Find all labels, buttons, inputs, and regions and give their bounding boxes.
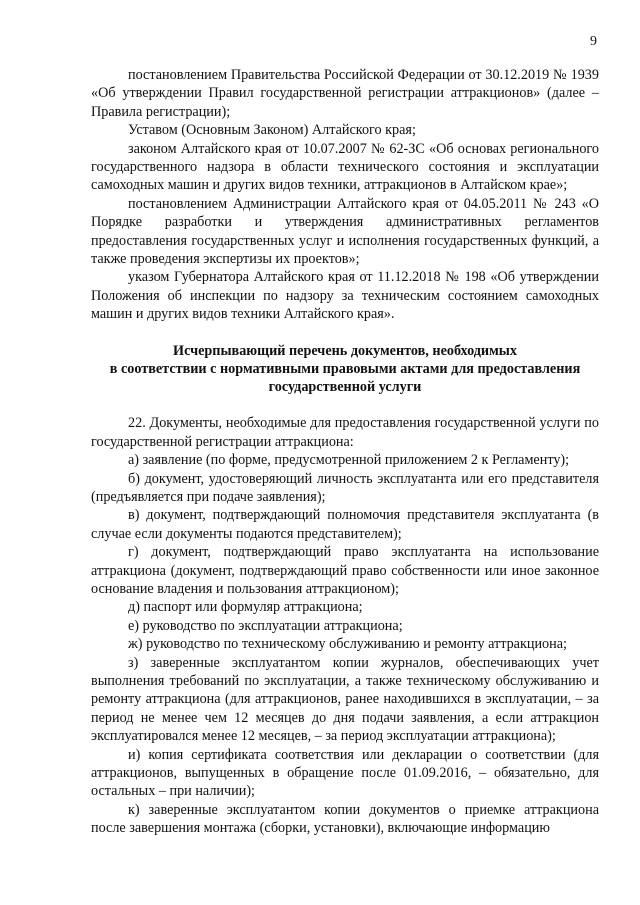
list-item: д) паспорт или формуляр аттракциона; <box>128 599 363 616</box>
paragraph: законом Алтайского края от 10.07.2007 № 62-ЗС «Об основах регионального государственного надзора в области технического состояния и эксплуатации самоходных машин и других видов техники, аттракционов в Алтайском крае»; <box>91 140 599 194</box>
list-item: з) заверенные эксплуатантом копии журналов, обеспечивающих учет выполнения требований по эксплуатации, а также техническому обслуживанию и ремонту аттракциона (для аттракционов, ранее находившихся в эксплуатации, – за период не менее чем 12 месяцев до дня подачи заявления, а если аттракцион эксплуатировался менее 12 месяцев, – за период эксплуатации аттракциона); <box>91 654 599 745</box>
list-item: г) документ, подтверждающий право эксплуатанта на использование аттракциона (документ, подтверждающий право собственности или иное законное основание владения и пользования аттракционом); <box>91 544 599 597</box>
list-item: и) копия сертификата соответствия или декларации о соответствии (для аттракционов, выпущенных в обращение после 01.09.2016, – обязательно, для остальных – при наличии); <box>91 746 599 800</box>
paragraph: постановлением Правительства Российской Федерации от 30.12.2019 № 1939 «Об утверждении Правил государственной регистрации аттракционов» (далее – Правила регистрации); <box>91 67 599 120</box>
paragraph: 22. Документы, необходимые для предоставления государственной услуги по государственной регистрации аттракциона: <box>91 415 599 450</box>
paragraph: постановлением Администрации Алтайского края от 04.05.2011 № 243 «О Порядке разработки и утверждения административных регламентов предоставления государственных услуг и исполнения государственных функций, а также проведения экспертизы их проектов»; <box>91 195 599 268</box>
list-item: ж) руководство по техническому обслуживанию и ремонту аттракциона; <box>128 636 567 653</box>
section-heading <box>91 342 599 397</box>
list-item: к) заверенные эксплуатантом копии документов о приемке аттракциона после завершения монтажа (сборки, установки), включающие информацию <box>91 801 599 837</box>
paragraph: Уставом (Основным Законом) Алтайского края; <box>128 122 416 139</box>
page-number: 9 <box>590 34 597 49</box>
section-heading-line: в соответствии с нормативными правовыми актами для предоставления <box>109 360 581 377</box>
paragraph: указом Губернатора Алтайского края от 11.12.2018 № 198 «Об утверждении Положения об инспекции по надзору за техническим состоянием самоходных машин и других видов техники Алтайского края». <box>91 269 599 323</box>
document-body <box>91 66 599 838</box>
list-item: в) документ, подтверждающий полномочия представителя эксплуатанта (в случае если документы подаются представителем); <box>91 507 599 542</box>
list-item: а) заявление (по форме, предусмотренной приложением 2 к Регламенту); <box>128 452 570 469</box>
section-heading-line: Исчерпывающий перечень документов, необходимых <box>173 342 517 359</box>
list-item: е) руководство по эксплуатации аттракциона; <box>128 617 403 634</box>
list-item: б) документ, удостоверяющий личность эксплуатанта или его представителя (предъявляется при подаче заявления); <box>91 470 599 505</box>
section-heading-line: государственной услуги <box>268 379 422 396</box>
